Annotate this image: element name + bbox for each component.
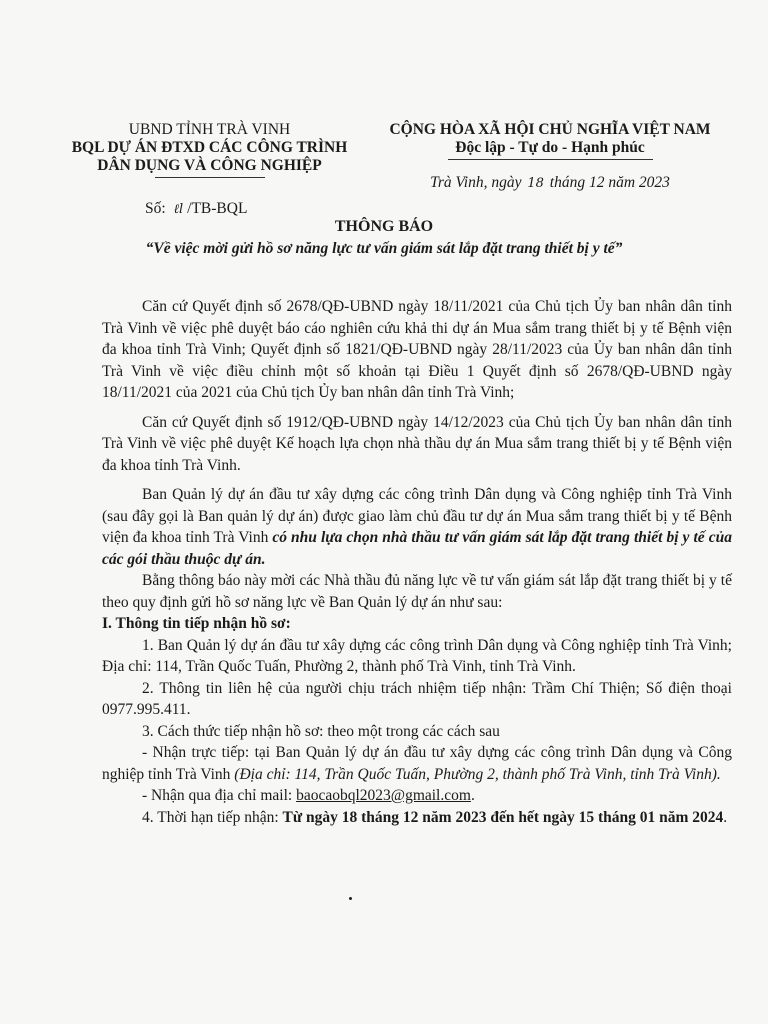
document-title: THÔNG BÁO — [334, 218, 434, 235]
email-link[interactable]: baocaobql2023@gmail.com — [296, 787, 471, 804]
item-4-deadline — [102, 807, 732, 829]
agency-line-1: UBND TỈNH TRÀ VINH — [128, 121, 291, 138]
date-day-handwritten: 18 — [527, 176, 544, 191]
scan-speck — [349, 897, 352, 900]
paragraph-assignment — [102, 484, 732, 570]
item-1-address: 1. Ban Quản lý dự án đầu tư xây dựng các công trình Dân dụng và Công nghiệp tỉnh Trà Vinh; Địa chỉ: 114, Trần Quốc Tuấn, Phường 2, thành phố Trà Vinh, tỉnh Trà Vinh. — [102, 636, 732, 675]
document-date — [365, 174, 735, 192]
doc-number-handwritten: ℓl — [173, 202, 184, 217]
in-person-address: (Địa chỉ: 114, Trần Quốc Tuấn, Phường 2, thành phố Trà Vinh, tỉnh Trà Vinh). — [234, 765, 721, 783]
item-3-methods: 3. Cách thức tiếp nhận hồ sơ: theo một trong các cách sau — [142, 722, 500, 740]
document-body — [102, 296, 732, 828]
paragraph-legal-basis-2: Căn cứ Quyết định số 1912/QĐ-UBND ngày 14/12/2023 của Chủ tịch Ủy ban nhân dân tỉnh Trà Vinh về việc phê duyệt Kế hoạch lựa chọn nhà thầu dự án Mua sắm trang thiết bị y tế Bệnh viện đa khoa tỉnh Trà Vinh. — [102, 413, 732, 474]
date-rest: tháng 12 năm 2023 — [549, 174, 670, 191]
paragraph-invitation: Bằng thông báo này mời các Nhà thầu đủ năng lực về tư vấn giám sát lắp đặt trang thiết bị y tế theo quy định gửi hồ sơ năng lực về Ban Quản lý dự án như sau: — [102, 572, 732, 611]
agency-line-3: DÂN DỤNG VÀ CÔNG NGHIỆP — [97, 157, 322, 174]
assignment-emphasis: có nhu lựa chọn nhà thầu tư vấn giám sát lắp đặt trang thiết bị y tế của các gói thầu thuộc dự án. — [102, 529, 732, 568]
agency-underline — [155, 177, 265, 178]
country-name: CỘNG HÒA XÃ HỘI CHỦ NGHĨA VIỆT NAM — [389, 121, 711, 138]
deadline-suffix: . — [723, 808, 728, 826]
motto: Độc lập - Tự do - Hạnh phúc — [455, 139, 645, 156]
date-prefix: Trà Vinh, ngày — [430, 174, 522, 191]
deadline-dates: Từ ngày 18 tháng 12 năm 2023 đến hết ngày 15 tháng 01 năm 2024 — [282, 808, 724, 826]
doc-number-prefix: Số: — [145, 200, 166, 217]
document-number — [145, 200, 247, 218]
email-suffix: . — [470, 787, 475, 804]
item-2-contact: 2. Thông tin liên hệ của người chịu trách nhiệm tiếp nhận: Trầm Chí Thiện; Số điện thoại 0977.995.411. — [102, 679, 732, 718]
deadline-prefix: 4. Thời hạn tiếp nhận: — [142, 808, 283, 826]
doc-number-suffix: /TB-BQL — [187, 200, 248, 217]
email-prefix: - Nhận qua địa chỉ mail: — [142, 787, 297, 804]
paragraph-legal-basis-1: Căn cứ Quyết định số 2678/QĐ-UBND ngày 18/11/2021 của Chủ tịch Ủy ban nhân dân tỉnh Trà Vinh về việc phê duyệt báo cáo nghiên cứu khả thi dự án Mua sắm trang thiết bị y tế Bệnh viện đa khoa tỉnh Trà Vinh; Quyết định số 1821/QĐ-UBND ngày 28/11/2023 của Ủy ban nhân dân tỉnh Trà Vinh về việc điều chỉnh một số khoản tại Điều 1 Quyết định số 2678/QĐ-UBND ngày 18/11/2021 của 2021 của Chủ tịch Ủy ban nhân dân tỉnh Trà Vinh; — [102, 298, 732, 401]
agency-line-2: BQL DỰ ÁN ĐTXD CÁC CÔNG TRÌNH — [71, 139, 348, 156]
item-3a-in-person — [102, 742, 732, 785]
in-person-text: - Nhận trực tiếp: tại Ban Quản lý dự án đầu tư xây dựng các công trình Dân dụng và Công nghiệp tỉnh Trà Vinh — [102, 744, 732, 783]
section-1-heading: I. Thông tin tiếp nhận hồ sơ: — [102, 615, 291, 632]
assignment-text: Ban Quản lý dự án đầu tư xây dựng các công trình Dân dụng và Công nghiệp tỉnh Trà Vinh (sau đây gọi là Ban quản lý dự án) được giao làm chủ đầu tư dự án Mua sắm trang thiết bị y tế Bệnh viện đa khoa tỉnh Trà Vinh — [102, 486, 732, 546]
issuing-agency-header — [52, 121, 367, 178]
motto-underline — [448, 159, 653, 160]
item-3b-email — [102, 785, 732, 807]
national-motto-header — [365, 121, 735, 160]
document-subtitle: “Về việc mời gửi hồ sơ năng lực tư vấn giám sát lắp đặt trang thiết bị y tế” — [145, 240, 623, 257]
